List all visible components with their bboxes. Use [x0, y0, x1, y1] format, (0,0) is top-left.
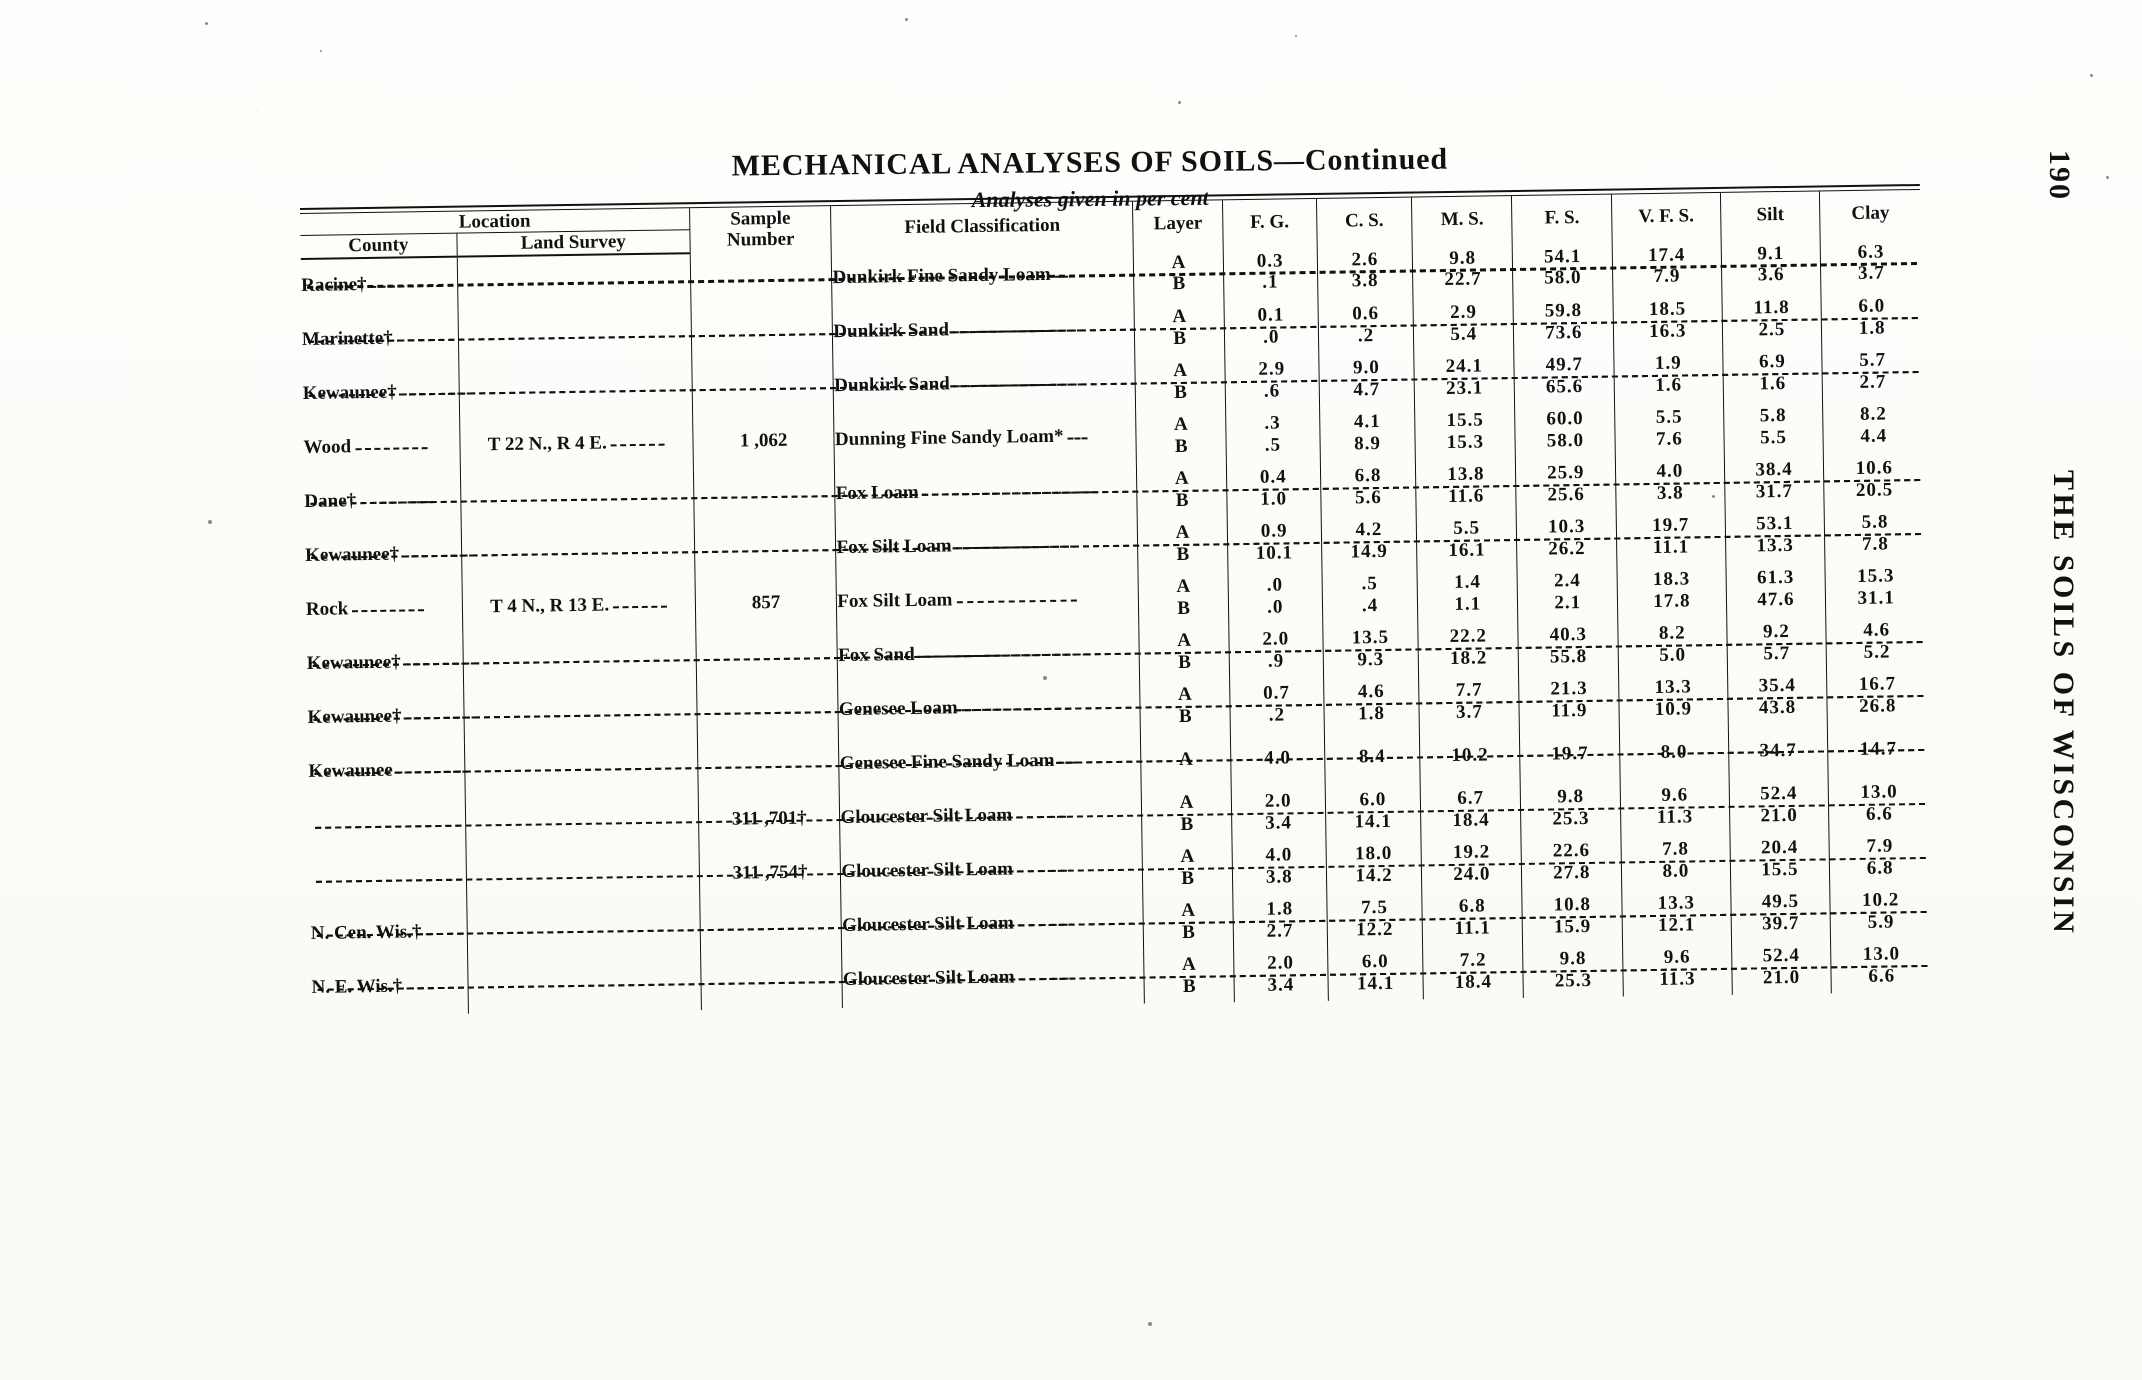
cell-layer: A B [1138, 516, 1228, 571]
scan-speck [905, 18, 908, 21]
cell-layer: A B [1137, 462, 1227, 517]
cell-ms: 9.8 22.7 [1413, 241, 1514, 297]
cell-sample-number: 311 ,754† [699, 846, 841, 902]
scan-speck [1295, 35, 1297, 37]
cell-layer: A B [1139, 624, 1229, 679]
cell-fg: 0.1 .0 [1224, 298, 1318, 353]
header-fs: F. S. [1512, 195, 1613, 241]
cell-field-classification: Dunkirk Sand [832, 301, 1135, 359]
mechanical-analyses-table-wrap [300, 184, 1932, 1015]
cell-ms: 6.7 18.4 [1421, 781, 1522, 836]
scan-speck [208, 520, 212, 524]
cell-county: Racine† [301, 256, 458, 313]
cell-sample-number [700, 900, 842, 956]
scan-speck [1178, 101, 1181, 104]
cell-sample-number: 857 [695, 576, 837, 632]
cell-vfs: 9.6 11.3 [1623, 940, 1732, 996]
cell-field-classification: Fox Silt Loam [836, 571, 1139, 629]
cell-fs: 54.1 58.0 [1512, 239, 1613, 295]
cell-fg: 2.0 3.4 [1231, 784, 1325, 839]
cell-sample-number [693, 468, 835, 524]
header-land-survey: Land Survey [457, 230, 691, 256]
cell-fg: 0.4 1.0 [1226, 460, 1320, 515]
cell-fs: 2.4 2.1 [1517, 564, 1618, 619]
cell-silt: 35.4 43.8 [1727, 669, 1828, 724]
cell-layer: A B [1136, 408, 1226, 463]
mechanical-analyses-table [300, 190, 1932, 1015]
cell-silt: 34.7 [1728, 723, 1829, 778]
cell-vfs: 4.0 3.8 [1616, 454, 1725, 510]
cell-clay: 10.2 5.9 [1830, 883, 1931, 938]
cell-silt: 5.8 5.5 [1723, 399, 1824, 454]
cell-clay: 6.0 1.8 [1821, 289, 1922, 344]
cell-fs: 9.8 25.3 [1520, 780, 1621, 835]
cell-silt: 6.9 1.6 [1722, 345, 1823, 400]
cell-fs: 59.8 73.6 [1513, 294, 1614, 349]
cell-sample-number [696, 630, 838, 686]
cell-vfs: 1.9 1.6 [1614, 346, 1723, 402]
cell-clay: 10.6 20.5 [1824, 451, 1925, 506]
table-body [301, 234, 1932, 1015]
cell-silt: 61.3 47.6 [1725, 561, 1826, 616]
cell-land-survey [465, 794, 699, 851]
cell-vfs: 13.3 12.1 [1622, 886, 1731, 942]
cell-sample-number [696, 684, 838, 740]
cell-fg: 0.3 .1 [1223, 243, 1317, 299]
cell-silt: 53.1 13.3 [1725, 507, 1826, 562]
cell-field-classification: Gloucester Silt Loam [841, 895, 1144, 953]
cell-vfs: 8.0 [1620, 724, 1729, 780]
cell-cs: 6.8 5.6 [1320, 459, 1417, 514]
cell-fs: 22.6 27.8 [1521, 834, 1622, 889]
cell-field-classification: Fox Sand [837, 625, 1140, 683]
cell-fs: 40.3 55.8 [1518, 618, 1619, 673]
cell-county: N. E. Wis.† [311, 959, 468, 1015]
cell-cs: 18.0 14.2 [1326, 837, 1423, 892]
cell-sample-number [692, 360, 834, 416]
cell-fg: 2.9 .6 [1225, 352, 1319, 407]
cell-clay: 16.7 26.8 [1827, 667, 1928, 722]
header-cs: C. S. [1316, 198, 1412, 244]
cell-layer: A B [1143, 894, 1233, 949]
cell-layer: A B [1140, 678, 1230, 733]
cell-silt: 20.4 15.5 [1729, 831, 1830, 886]
cell-layer: A B [1138, 570, 1228, 625]
page-number: 190 [2043, 150, 2076, 201]
cell-fs: 60.0 58.0 [1515, 402, 1616, 457]
cell-cs: 6.0 14.1 [1325, 783, 1422, 838]
cell-county: Wood [303, 419, 460, 475]
cell-field-classification: Dunning Fine Sandy Loam* [834, 409, 1137, 467]
cell-silt: 38.4 31.7 [1724, 453, 1825, 508]
cell-ms: 10.2 [1420, 727, 1521, 782]
cell-ms: 1.4 1.1 [1417, 566, 1518, 621]
cell-ms: 19.2 24.0 [1421, 835, 1522, 890]
cell-fg: .3 .5 [1225, 406, 1319, 461]
cell-cs: 13.5 9.3 [1322, 621, 1419, 676]
cell-fg: 4.0 [1230, 730, 1324, 785]
cell-fs: 25.9 25.6 [1516, 456, 1617, 511]
cell-sample-number [691, 306, 833, 362]
cell-cs: .5 .4 [1322, 567, 1419, 622]
cell-field-classification: Gloucester Silt Loam [842, 949, 1145, 1007]
cell-silt: 52.4 21.0 [1731, 939, 1832, 994]
header-layer: Layer [1133, 200, 1223, 246]
cell-silt: 52.4 21.0 [1729, 777, 1830, 832]
cell-field-classification: Fox Loam [835, 463, 1138, 521]
cell-fs: 9.8 25.3 [1523, 942, 1624, 997]
header-sample-number [689, 206, 831, 253]
cell-clay: 5.8 7.8 [1825, 505, 1926, 560]
cell-county: Kewaunee† [307, 689, 464, 745]
cell-county: Kewaunee [308, 743, 465, 799]
cell-county: Kewaunee† [305, 527, 462, 583]
scan-speck [205, 22, 208, 25]
cell-ms: 15.5 15.3 [1415, 404, 1516, 459]
cell-ms: 7.7 3.7 [1419, 674, 1520, 729]
header-sample-line1: Sample [730, 207, 791, 230]
cell-clay: 13.0 6.6 [1829, 775, 1930, 830]
cell-vfs: 18.3 17.8 [1617, 562, 1726, 618]
cell-clay: 4.6 5.2 [1826, 613, 1927, 668]
header-sample-line2: Number [726, 228, 795, 251]
cell-clay: 15.3 31.1 [1825, 559, 1926, 614]
cell-field-classification: Genesee Loam [838, 679, 1141, 737]
scan-speck [2090, 74, 2093, 77]
cell-clay: 13.0 6.6 [1831, 937, 1932, 992]
cell-vfs: 9.6 11.3 [1620, 778, 1729, 834]
cell-silt: 11.8 2.5 [1721, 291, 1822, 346]
cell-fs: 19.7 [1520, 726, 1621, 781]
cell-field-classification: Dunkirk Sand [833, 355, 1136, 413]
cell-fg: 1.8 2.7 [1233, 892, 1327, 947]
cell-field-classification: Genesee Fine Sandy Loam [839, 733, 1142, 791]
cell-land-survey [466, 848, 700, 905]
cell-cs: 0.6 .2 [1318, 297, 1415, 352]
scan-speck [1148, 1322, 1152, 1326]
cell-fg: 2.0 3.4 [1233, 946, 1327, 1001]
cell-vfs: 5.5 7.6 [1615, 400, 1724, 456]
cell-ms: 5.5 16.1 [1417, 512, 1518, 567]
cell-silt: 9.2 5.7 [1726, 615, 1827, 670]
page-title: MECHANICAL ANALYSES OF SOILS—Continued [731, 142, 1449, 183]
cell-vfs: 13.3 10.9 [1619, 670, 1728, 726]
cell-layer: A [1141, 732, 1231, 787]
cell-fs: 10.8 15.9 [1522, 888, 1623, 943]
cell-fg: .0 .0 [1228, 568, 1322, 623]
header-ms: M. S. [1412, 196, 1513, 242]
cell-cs: 9.0 4.7 [1318, 351, 1415, 406]
cell-clay: 5.7 2.7 [1822, 343, 1923, 398]
scan-speck [320, 50, 322, 52]
cell-clay: 7.9 6.8 [1829, 829, 1930, 884]
cell-sample-number [700, 954, 842, 1010]
cell-vfs: 8.2 5.0 [1618, 616, 1727, 672]
cell-cs: 4.6 1.8 [1323, 675, 1420, 730]
cell-field-classification: Gloucester Silt Loam [840, 787, 1143, 845]
cell-county: Kewaunee† [302, 365, 459, 421]
header-silt: Silt [1720, 191, 1821, 237]
cell-fg: 0.9 10.1 [1227, 514, 1321, 569]
cell-clay: 14.7 [1828, 721, 1929, 776]
cell-vfs: 17.4 7.9 [1612, 237, 1721, 294]
cell-layer: A B [1135, 354, 1225, 409]
cell-sample-number: 311 ,701† [698, 792, 840, 848]
cell-cs: 7.5 12.2 [1326, 891, 1423, 946]
cell-sample-number: 1 ,062 [692, 414, 834, 470]
cell-county: N. Cen. Wis.† [310, 905, 467, 961]
cell-cs: 2.6 3.8 [1317, 242, 1414, 298]
header-vfs: V. F. S. [1612, 193, 1721, 239]
cell-land-survey: T 22 N., R 4 E. [459, 416, 693, 473]
running-head: THE SOILS OF WISCONSIN [2047, 470, 2080, 937]
cell-clay: 8.2 4.4 [1823, 397, 1924, 452]
cell-land-survey: T 4 N., R 13 E. [462, 578, 696, 635]
cell-fg: 2.0 .9 [1229, 622, 1323, 677]
header-field-classification: Field Classification [831, 202, 1134, 251]
header-clay: Clay [1820, 190, 1921, 236]
cell-cs: 4.2 14.9 [1321, 513, 1418, 568]
cell-vfs: 18.5 16.3 [1613, 292, 1722, 348]
cell-fg: 4.0 3.8 [1232, 838, 1326, 893]
cell-layer: A B [1134, 300, 1224, 355]
cell-layer: A B [1134, 245, 1224, 301]
cell-cs: 8.4 [1324, 729, 1421, 784]
cell-ms: 13.8 11.6 [1416, 458, 1517, 513]
cell-cs: 4.1 8.9 [1319, 405, 1416, 460]
cell-fs: 10.3 26.2 [1516, 510, 1617, 565]
cell-county: Dane† [304, 473, 461, 529]
cell-ms: 6.8 11.1 [1422, 889, 1523, 944]
header-location-group: Location [300, 208, 690, 236]
cell-ms: 24.1 23.1 [1414, 350, 1515, 405]
cell-fs: 21.3 11.9 [1519, 672, 1620, 727]
header-fg: F. G. [1222, 199, 1316, 245]
cell-county: Marinette† [302, 311, 459, 367]
scan-speck [2106, 176, 2109, 179]
cell-county: Kewaunee† [306, 635, 463, 691]
cell-clay: 6.3 3.7 [1821, 234, 1922, 290]
cell-fs: 49.7 65.6 [1514, 348, 1615, 403]
cell-ms: 2.9 5.4 [1413, 296, 1514, 351]
cell-ms: 22.2 18.2 [1418, 620, 1519, 675]
cell-silt: 49.5 39.7 [1730, 885, 1831, 940]
cell-layer: A B [1142, 840, 1232, 895]
cell-field-classification: Fox Silt Loam [836, 517, 1139, 575]
cell-field-classification: Gloucester Silt Loam [840, 841, 1143, 899]
cell-layer: A B [1142, 786, 1232, 841]
cell-sample-number [694, 522, 836, 578]
cell-sample-number [697, 738, 839, 794]
cell-cs: 6.0 14.1 [1327, 945, 1424, 1000]
cell-county: Rock [306, 581, 463, 637]
cell-fg: 0.7 .2 [1229, 676, 1323, 731]
table-subtitle: Analyses given in per cent [971, 184, 1209, 213]
cell-silt: 9.1 3.6 [1721, 236, 1822, 292]
cell-ms: 7.2 18.4 [1423, 943, 1524, 998]
cell-sample-number [690, 251, 832, 308]
cell-vfs: 7.8 8.0 [1621, 832, 1730, 888]
header-county: County [300, 233, 456, 258]
cell-field-classification: Dunkirk Fine Sandy Loam [832, 246, 1135, 305]
cell-vfs: 19.7 11.1 [1616, 508, 1725, 564]
cell-layer: A B [1144, 948, 1234, 1003]
